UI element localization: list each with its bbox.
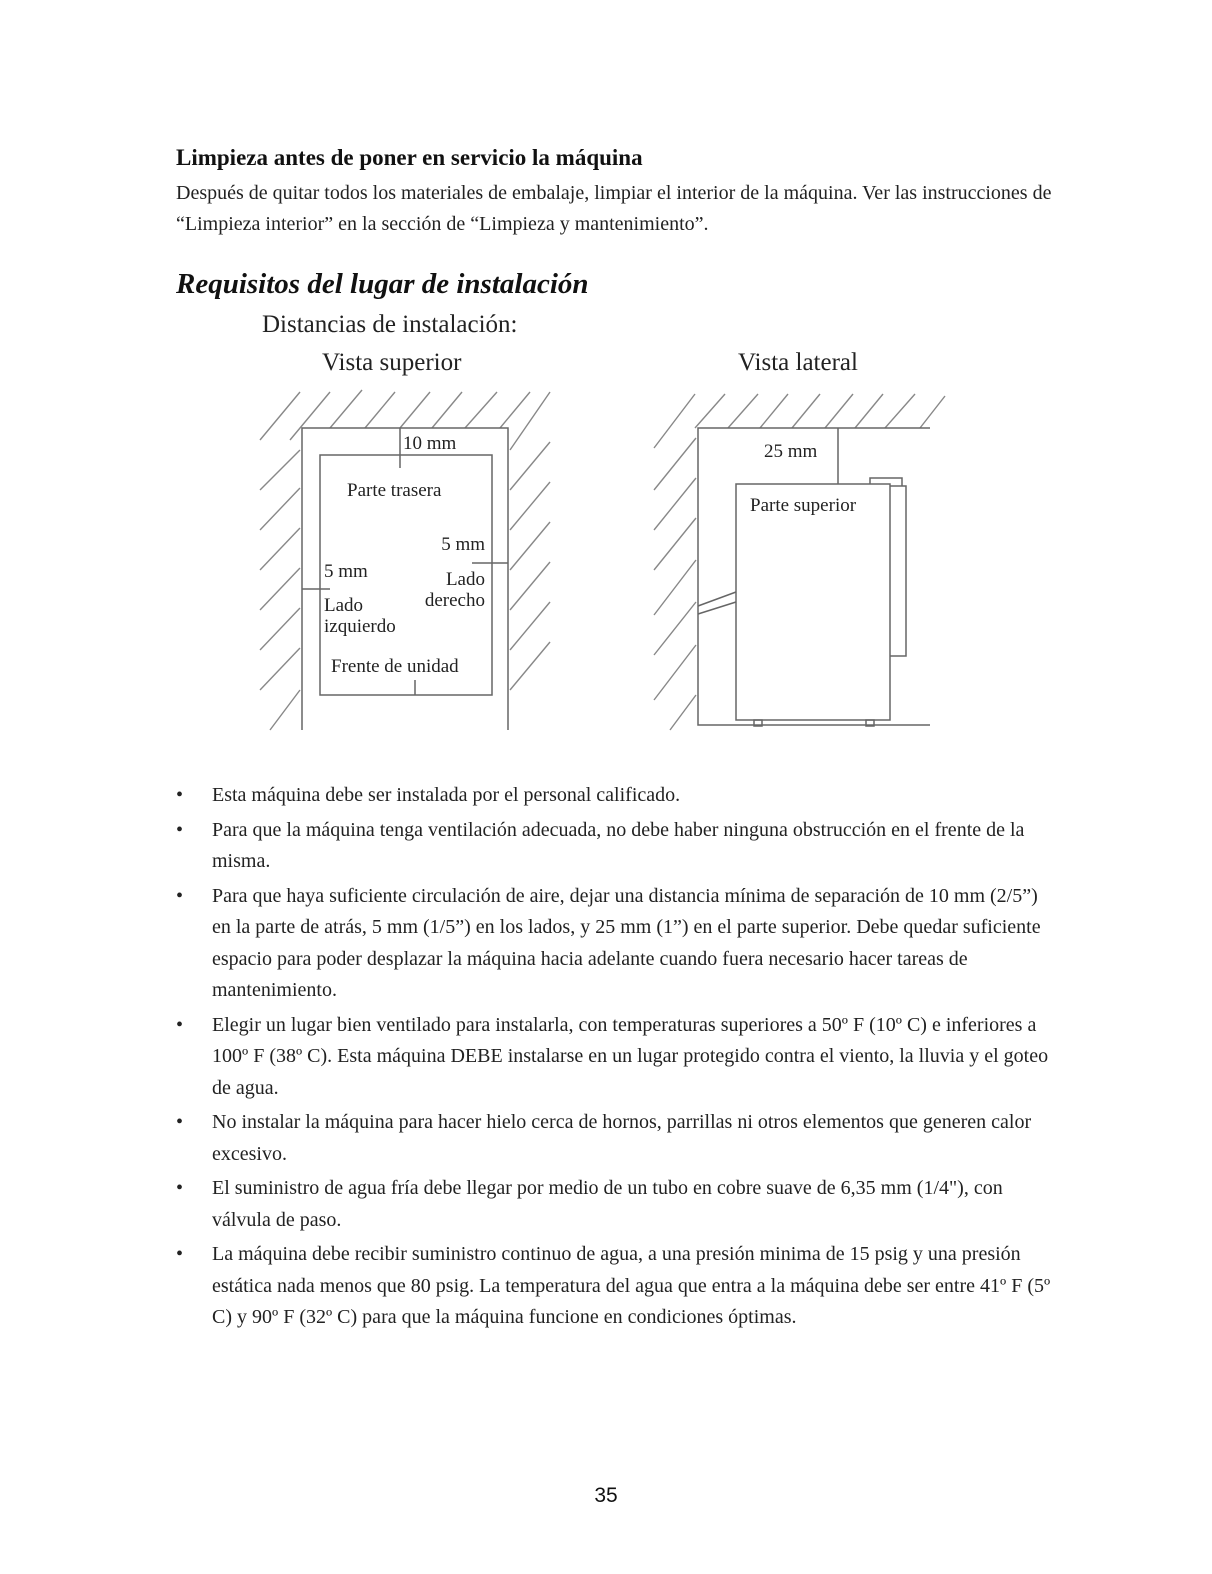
list-item: [176, 780, 1056, 812]
list-item: [176, 815, 1056, 878]
list-item-text: Esta máquina debe ser instalada por el personal calificado.: [212, 784, 681, 806]
bullet-icon: •: [176, 1177, 184, 1199]
left-side-label-2: izquierdo: [324, 616, 396, 637]
side-view-diagram: [640, 380, 960, 740]
top-view-diagram: [250, 380, 570, 740]
top-view-title: Vista superior: [322, 349, 462, 376]
cleaning-paragraph: Después de quitar todos los materiales de embalaje, limpiar el interior de la máquina. Ver las instrucciones de “Limpieza interior” en la sección de “Limpieza y mantenimiento”.: [176, 182, 1052, 235]
bullet-icon: •: [176, 1013, 184, 1036]
wall-outline: [698, 428, 930, 725]
list-item-text: La máquina debe recibir suministro continuo de agua, a una presión minima de 15 psig y una presión estática nada menos que 80 psig. La temperatura del agua que entra a la máquina debe ser entre 41º F (5º C) y 90º F (32º C) para que la máquina funcione en condiciones óptimas.: [212, 1243, 1051, 1328]
page-number: 35: [594, 1484, 618, 1507]
side-view-title: Vista lateral: [738, 349, 858, 376]
list-item: [176, 1173, 1056, 1236]
section-heading-cleaning: Limpieza antes de poner en servicio la máquina: [176, 145, 643, 170]
section-heading-installation-requirements: Requisitos del lugar de instalación: [176, 268, 589, 300]
list-item-text: Para que la máquina tenga ventilación adecuada, no debe haber ninguna obstrucción en el frente de la misma.: [212, 818, 1025, 872]
front-label: Frente de unidad: [331, 656, 459, 677]
unit-outline: [736, 484, 890, 720]
right-side-label-1: Lado: [445, 569, 485, 590]
list-item: [176, 1239, 1056, 1334]
list-item-text: No instalar la máquina para hacer hielo cerca de hornos, parrillas ni otros elementos que generen calor excesivo.: [212, 1111, 1032, 1165]
right-gap-label: 5 mm: [441, 534, 485, 555]
list-item-text: El suministro de agua fría debe llegar por medio de un tubo en cobre suave de 6,35 mm (1/4"), con válvula de paso.: [212, 1177, 1003, 1231]
list-item: [176, 1107, 1056, 1170]
list-item: [176, 1010, 1056, 1105]
installation-distances-subheading: Distancias de instalación:: [262, 311, 518, 338]
top-label: Parte superior: [750, 495, 857, 516]
list-item-text: Para que haya suficiente circulación de aire, dejar una distancia mínima de separación de 10 mm (2/5”) en la parte de atrás, 5 mm (1/5”) en los lados, y 25 mm (1”) en el parte superior. Debe quedar suficiente espacio para poder desplazar la máquina hacia adelante cuando fuera necesario hacer tareas de mantenimiento.: [212, 884, 1041, 1001]
right-side-label-2: derecho: [424, 590, 485, 611]
list-item-text: Elegir un lugar bien ventilado para instalarla, con temperaturas superiores a 50º F (10º C) e inferiores a 100º F (38º C). Esta máquina DEBE instalarse en un lugar protegido contra el viento, la lluvia y el goteo de agua.: [212, 1013, 1049, 1099]
top-gap-label: 25 mm: [764, 441, 818, 462]
bullet-icon: •: [176, 884, 184, 907]
left-side-label-1: Lado: [324, 595, 364, 616]
left-gap-label: 5 mm: [324, 561, 368, 582]
bullet-icon: •: [176, 784, 184, 806]
rear-label: Parte trasera: [347, 480, 442, 501]
rear-gap-label: 10 mm: [403, 433, 457, 454]
unit-door: [890, 486, 906, 656]
requirements-list: [176, 780, 1056, 1337]
bullet-icon: •: [176, 1111, 184, 1133]
unit-handle: [870, 478, 902, 486]
bullet-icon: •: [176, 818, 184, 841]
bullet-icon: •: [176, 1243, 184, 1265]
list-item: [176, 881, 1056, 1007]
